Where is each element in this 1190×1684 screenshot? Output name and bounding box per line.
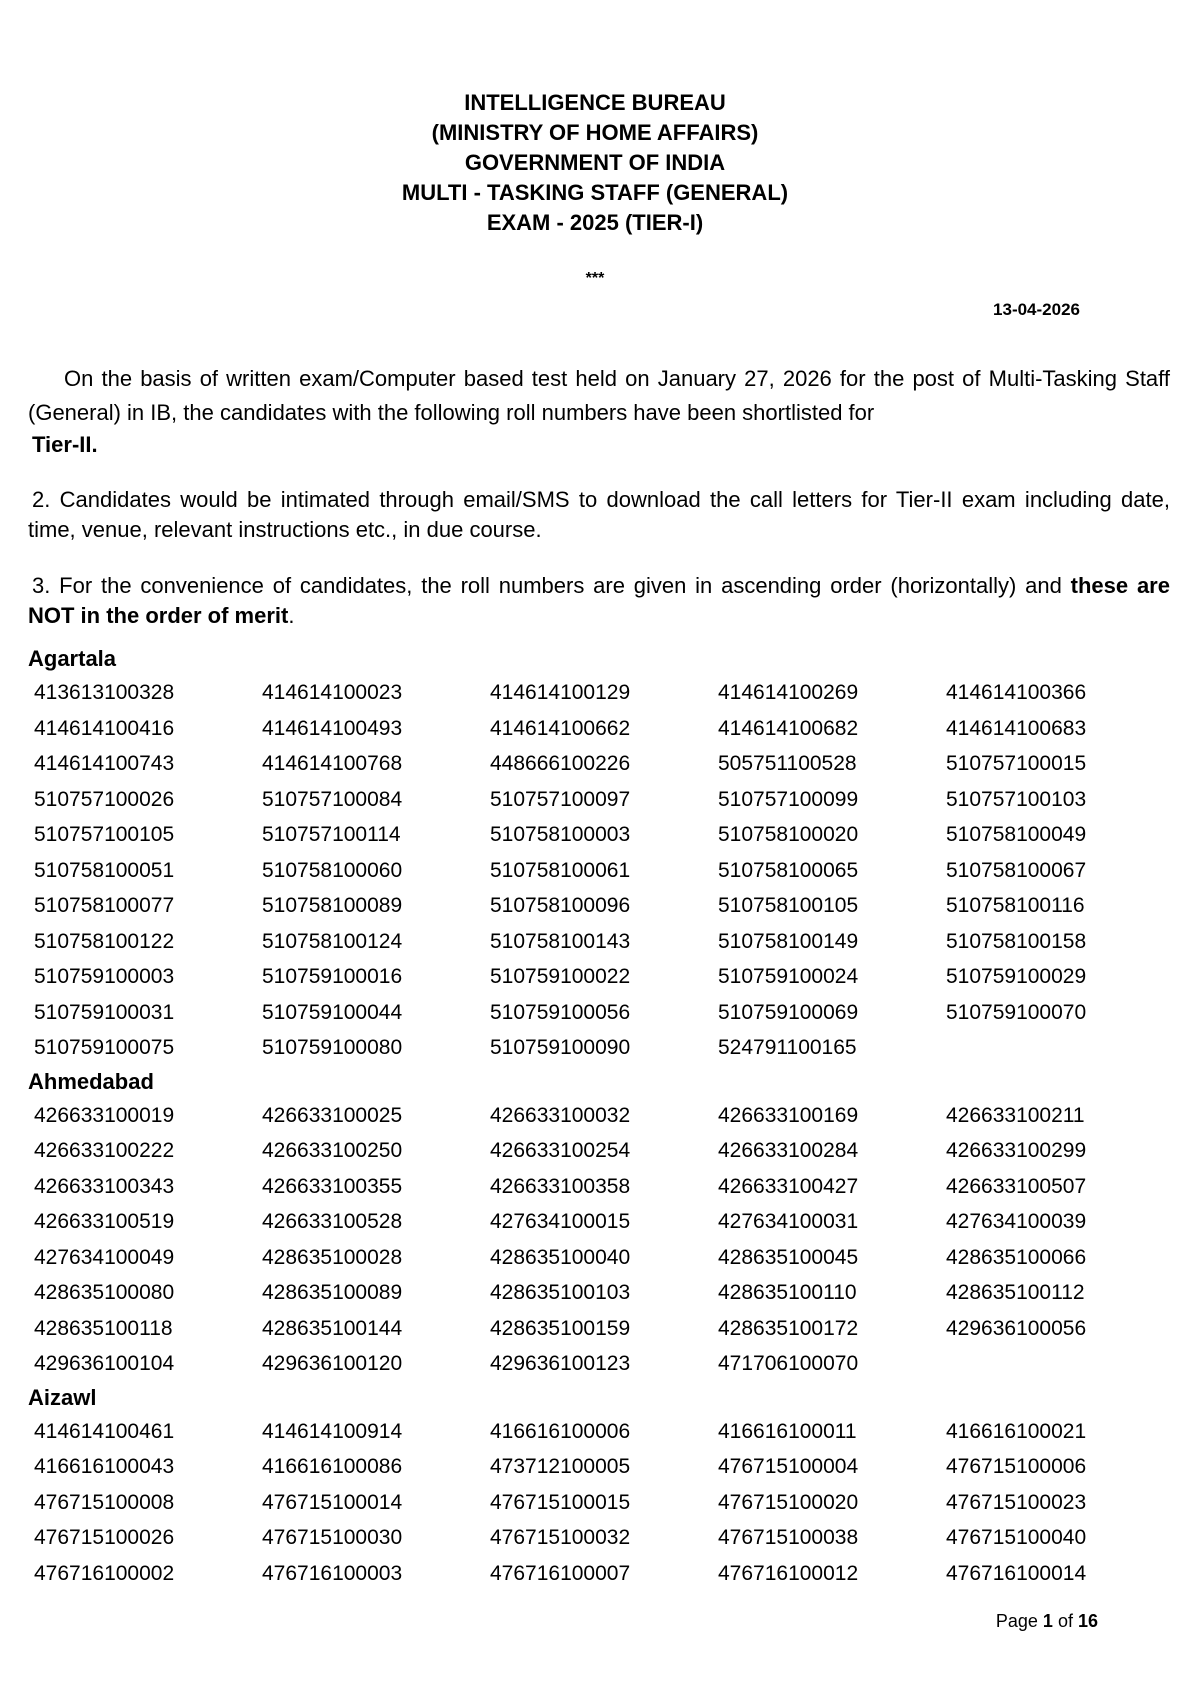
roll-number: 427634100049 [34,1245,175,1269]
roll-number: 510758100077 [34,894,175,917]
roll-number: 510758100096 [490,894,631,917]
roll-number: 476716100002 [34,1561,175,1585]
roll-number: 471706100070 [718,1352,859,1375]
roll-number: 510759100056 [490,1000,631,1024]
header-line-ministry: (MINISTRY OF HOME AFFAIRS) [431,120,759,145]
roll-number: 510757100114 [262,823,401,846]
footer-page-number: 1 [1042,1611,1053,1631]
roll-number: 426633100299 [946,1139,1087,1162]
page-footer [996,1611,1098,1632]
roll-number: 510759100029 [946,965,1087,988]
roll-number: 414614100683 [946,716,1087,740]
paragraph-order-end: . [288,603,295,628]
roll-number: 476716100014 [946,1561,1087,1585]
roll-number: 510758100067 [946,858,1087,882]
roll-number: 414614100366 [946,681,1087,704]
footer-of-word: of [1057,1611,1073,1631]
roll-number: 428635100028 [262,1245,403,1269]
roll-number: 426633100169 [718,1103,859,1127]
roll-number: 510759100022 [490,965,631,988]
roll-number: 426633100358 [490,1174,631,1198]
roll-number: 426633100284 [718,1139,859,1162]
roll-number: 426633100254 [490,1139,631,1162]
roll-number: 428635100172 [718,1316,859,1340]
paragraph-call-letters [28,485,1170,545]
document-date: 13-04-2026 [993,300,1080,319]
roll-number: 510757100084 [262,787,403,811]
paragraph-order-note [28,571,1170,631]
roll-number: 428635100089 [262,1281,403,1304]
roll-number: 427634100015 [490,1210,631,1233]
footer-total-pages: 16 [1077,1611,1098,1631]
header-line-post: MULTI - TASKING STAFF (GENERAL) [401,180,789,205]
roll-number: 510758100051 [34,858,175,882]
roll-number: 510759100080 [262,1036,403,1059]
roll-number: 429636100104 [34,1352,175,1375]
roll-number: 428635100103 [490,1281,631,1304]
roll-number-grid [28,675,1170,1066]
paragraph-order-text: 3. For the convenience of candidates, the roll numbers are given in ascending order (horizontally) and [32,573,1062,598]
roll-number: 476715100023 [946,1490,1087,1514]
roll-number: 510758100149 [718,929,859,953]
roll-number: 414614100662 [490,716,631,740]
roll-number: 510759100044 [262,1000,403,1024]
paragraph-order-emphasis: these are NOT in the order of merit [28,573,1170,628]
roll-number: 426633100343 [34,1174,175,1198]
roll-number: 510758100089 [262,894,403,917]
roll-number: 429636100123 [490,1352,631,1375]
roll-number: 414614100914 [262,1419,403,1443]
roll-number: 476716100003 [262,1561,403,1585]
roll-number: 476716100012 [718,1561,859,1585]
roll-number-lists [28,643,1170,1591]
roll-number: 510757100026 [34,787,175,811]
footer-page-word: Page [995,1611,1038,1631]
roll-number: 510758100049 [946,823,1087,846]
roll-number: 510759100069 [718,1000,859,1024]
roll-number: 414614100461 [34,1419,175,1443]
header-line-exam: EXAM - 2025 (TIER-I) [486,210,704,235]
roll-number-grid [28,1414,1170,1592]
roll-number: 413613100328 [34,681,175,704]
roll-number: 426633100222 [34,1139,175,1162]
roll-number: 428635100045 [718,1245,859,1269]
roll-number-grid [28,1098,1170,1382]
roll-number: 426633100528 [262,1210,403,1233]
center-name: Aizawl [28,1384,97,1410]
roll-number: 429636100056 [946,1316,1087,1340]
roll-number: 426633100211 [946,1103,1085,1127]
roll-number: 414614100023 [262,681,403,704]
roll-number: 414614100682 [718,716,859,740]
roll-number: 476715100030 [262,1526,403,1549]
roll-number: 426633100519 [34,1210,175,1233]
roll-number: 510758100020 [718,823,859,846]
roll-number: 428635100040 [490,1245,631,1269]
roll-number: 476715100006 [946,1455,1087,1478]
roll-number: 428635100110 [718,1281,857,1304]
roll-number: 426633100355 [262,1174,403,1198]
roll-number: 510758100124 [262,929,403,953]
roll-number: 476715100038 [718,1526,859,1549]
document-header [0,88,1190,238]
roll-number: 426633100427 [718,1174,859,1198]
roll-number: 510759100003 [34,965,175,988]
roll-number: 476715100040 [946,1526,1087,1549]
roll-number: 476715100015 [490,1490,631,1514]
roll-number: 476715100008 [34,1490,175,1514]
center-section [28,643,1170,1066]
roll-number: 510758100061 [490,858,631,882]
roll-number: 510758100158 [946,929,1087,953]
roll-number: 428635100159 [490,1316,631,1340]
roll-number: 510757100103 [946,787,1087,811]
roll-number: 414614100493 [262,716,403,740]
roll-number: 428635100066 [946,1245,1087,1269]
paragraph-call-letters-text: 2. Candidates would be intimated through email/SMS to download the call letters for Tier-II exam including date, time, venue, relevant instructions etc., in due course. [28,487,1170,542]
roll-number: 510759100075 [34,1036,175,1059]
header-line-organisation: INTELLIGENCE BUREAU [464,90,726,115]
roll-number: 429636100120 [262,1352,403,1375]
roll-number: 416616100011 [718,1419,857,1443]
roll-number: 427634100039 [946,1210,1087,1233]
roll-number: 510758100003 [490,823,631,846]
roll-number: 426633100032 [490,1103,631,1127]
roll-number: 510759100024 [718,965,859,988]
roll-number: 426633100507 [946,1174,1087,1198]
center-section [28,1382,1170,1592]
roll-number: 414614100743 [34,752,175,775]
roll-number: 414614100269 [718,681,859,704]
roll-number: 427634100031 [718,1210,859,1233]
roll-number: 473712100005 [490,1455,631,1478]
roll-number: 416616100021 [946,1419,1087,1443]
roll-number: 428635100118 [34,1316,173,1340]
roll-number: 505751100528 [718,752,857,775]
roll-number: 428635100112 [946,1281,1085,1304]
roll-number: 476715100032 [490,1526,631,1549]
roll-number: 416616100086 [262,1455,403,1478]
paragraph-shortlist-text: On the basis of written exam/Computer based test held on January 27, 2026 for the post of Multi-Tasking Staff (General) in IB, the candidates with the following roll numbers have been shortlisted for [28,366,1170,425]
center-name: Agartala [28,646,117,671]
roll-number: 510759100016 [262,965,403,988]
roll-number: 476715100026 [34,1526,175,1549]
roll-number: 510759100090 [490,1036,631,1059]
roll-number: 426633100025 [262,1103,403,1127]
paragraph-shortlist-notice [28,362,1170,460]
roll-number: 510758100105 [718,894,859,917]
roll-number: 510757100105 [34,823,175,846]
roll-number: 414614100129 [490,681,631,704]
header-line-government: GOVERNMENT OF INDIA [464,150,726,175]
roll-number: 476716100007 [490,1561,631,1585]
roll-number: 510758100060 [262,858,403,882]
roll-number: 414614100416 [34,716,175,740]
roll-number: 428635100144 [262,1316,403,1340]
center-name: Ahmedabad [28,1068,154,1094]
roll-number: 510757100015 [946,752,1087,775]
separator-stars: *** [585,270,605,287]
roll-number: 476715100020 [718,1490,859,1514]
roll-number: 414614100768 [262,752,403,775]
roll-number: 510757100099 [718,787,859,811]
roll-number: 416616100043 [34,1455,175,1478]
roll-number: 448666100226 [490,752,631,775]
roll-number: 510759100070 [946,1000,1087,1024]
roll-number: 426633100250 [262,1139,403,1162]
roll-number: 510758100122 [34,929,175,953]
roll-number: 510758100116 [946,894,1085,917]
roll-number: 476715100014 [262,1490,403,1514]
roll-number: 510758100065 [718,858,859,882]
roll-number: 426633100019 [34,1103,175,1127]
roll-number: 428635100080 [34,1281,175,1304]
roll-number: 476715100004 [718,1455,859,1478]
roll-number: 510758100143 [490,929,631,953]
roll-number: 524791100165 [718,1036,857,1059]
center-section [28,1066,1170,1382]
paragraph-shortlist-tier: Tier-II. [32,432,98,457]
roll-number: 510757100097 [490,787,631,811]
roll-number: 510759100031 [34,1000,175,1024]
roll-number: 416616100006 [490,1419,631,1443]
